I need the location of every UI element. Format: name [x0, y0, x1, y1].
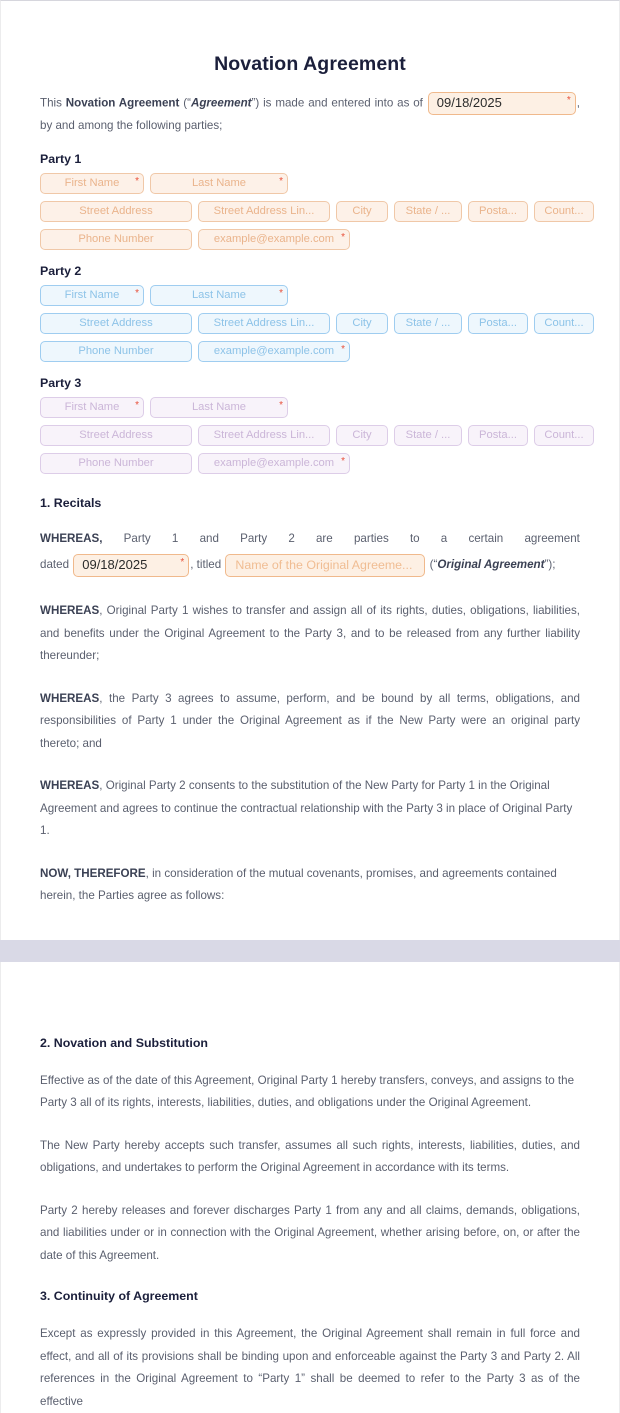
placeholder-text: Street Address Lin...	[213, 205, 315, 218]
party-1-block	[40, 151, 584, 250]
now-therefore-text: , in consideration of the mutual covenants, promises, and agreements contained herein, the Parties agree as follows:	[40, 866, 557, 903]
party-1-email-input[interactable]	[198, 229, 350, 250]
agreement-date-value: 09/18/2025	[436, 95, 502, 111]
recital-1	[40, 528, 580, 581]
placeholder-text: Phone Number	[78, 457, 154, 470]
novation-paragraph-2: The New Party hereby accepts such transfer, assumes all such rights, interests, liabilities, duties, and obligations, and undertakes to perform the Original Agreement in accordance with its terms.	[40, 1138, 580, 1175]
placeholder-text: Posta...	[479, 317, 517, 330]
recitals-section	[40, 496, 580, 908]
party-2-heading: Party 2	[40, 263, 82, 278]
placeholder-text: Count...	[544, 429, 584, 442]
required-marker: *	[279, 175, 283, 187]
recital-3	[40, 688, 580, 756]
party-3-city-input[interactable]	[336, 425, 388, 446]
recital-2	[40, 600, 580, 668]
intro-prefix: This	[40, 96, 66, 110]
titled-label: , titled	[190, 558, 225, 572]
party-2-email-input[interactable]	[198, 341, 350, 362]
party-3-state-input[interactable]	[394, 425, 462, 446]
intro-suffix: , by and among the following parties;	[40, 96, 580, 133]
intro-bold-term: Novation Agreement	[65, 96, 180, 110]
intro-quote-open: (“	[179, 96, 191, 110]
party-2-block	[40, 263, 584, 362]
placeholder-text: example@example.com	[213, 345, 335, 358]
party-1-last-name-input[interactable]	[150, 173, 288, 194]
word: 1	[171, 531, 179, 545]
page-2	[0, 962, 620, 1413]
required-marker: *	[341, 455, 345, 467]
required-marker: *	[135, 287, 139, 299]
word: Party	[240, 531, 268, 545]
party-1-address-row	[40, 201, 584, 222]
whereas-label: WHEREAS	[40, 691, 100, 705]
page-break-separator	[0, 940, 620, 962]
recital-4	[40, 775, 580, 843]
party-1-state-input[interactable]	[394, 201, 462, 222]
party-2-contact-row	[40, 341, 580, 362]
placeholder-text: First Name	[64, 401, 120, 414]
party-1-first-name-input[interactable]	[40, 173, 144, 194]
page-title: Novation Agreement	[214, 53, 406, 75]
party-3-contact-row	[40, 453, 580, 474]
required-marker: *	[279, 287, 283, 299]
placeholder-text: Street Address	[79, 205, 153, 218]
party-3-email-input[interactable]	[198, 453, 350, 474]
party-2-country-input[interactable]	[534, 313, 594, 334]
placeholder-text: Phone Number	[78, 233, 154, 246]
placeholder-text: State / ...	[405, 317, 451, 330]
recital-3-text: , the Party 3 agrees to assume, perform, and be bound by all terms, obligations, and responsibilities of Party 1 under the Original Agreement as if the New Party were an original party thereto; and	[40, 691, 580, 750]
word: agreement	[524, 531, 580, 545]
placeholder-text: example@example.com	[213, 233, 335, 246]
party-3-block	[40, 375, 584, 474]
party-1-street-address-2-input[interactable]	[198, 201, 330, 222]
party-2-first-name-input[interactable]	[40, 285, 144, 306]
placeholder-text: Street Address Lin...	[213, 429, 315, 442]
placeholder-text: Posta...	[479, 205, 517, 218]
party-1-postal-input[interactable]	[468, 201, 528, 222]
required-marker: *	[279, 399, 283, 411]
placeholder-text: Last Name	[191, 177, 247, 190]
tail-close: ”);	[544, 558, 556, 572]
placeholder-text: City	[352, 429, 372, 442]
party-2-street-address-input[interactable]	[40, 313, 192, 334]
intro-paragraph	[40, 92, 580, 138]
party-2-state-input[interactable]	[394, 313, 462, 334]
placeholder-text: Last Name	[191, 401, 247, 414]
required-marker: *	[566, 95, 571, 106]
continuity-section	[40, 1289, 580, 1413]
party-1-name-row	[40, 173, 580, 194]
required-marker: *	[135, 175, 139, 187]
party-3-first-name-input[interactable]	[40, 397, 144, 418]
intro-quote-close: ”) is made and entered into as of	[251, 96, 427, 110]
placeholder-text: Count...	[544, 317, 584, 330]
recital-1-line-1	[40, 528, 580, 551]
tail-open: (“	[426, 558, 438, 572]
original-agreement-date-input[interactable]	[73, 554, 189, 577]
party-1-country-input[interactable]	[534, 201, 594, 222]
placeholder-text: example@example.com	[213, 457, 335, 470]
required-marker: *	[135, 399, 139, 411]
placeholder-text: City	[352, 317, 372, 330]
party-1-street-address-input[interactable]	[40, 201, 192, 222]
required-marker: *	[341, 231, 345, 243]
party-1-heading: Party 1	[40, 151, 82, 166]
required-marker: *	[341, 343, 345, 355]
party-1-contact-row	[40, 229, 580, 250]
party-3-street-address-2-input[interactable]	[198, 425, 330, 446]
party-3-country-input[interactable]	[534, 425, 594, 446]
recitals-heading: 1. Recitals	[40, 495, 102, 510]
placeholder-text: Name of the Original Agreeme...	[235, 558, 413, 572]
party-2-city-input[interactable]	[336, 313, 388, 334]
whereas-label: WHEREAS,	[40, 531, 103, 545]
now-therefore-paragraph	[40, 863, 580, 908]
party-3-address-row	[40, 425, 584, 446]
word: 2	[288, 531, 295, 545]
party-2-last-name-input[interactable]	[150, 285, 288, 306]
word: and	[199, 531, 219, 545]
party-3-name-row	[40, 397, 580, 418]
party-3-street-address-input[interactable]	[40, 425, 192, 446]
whereas-label: WHEREAS	[40, 604, 100, 618]
original-agreement-name-input[interactable]	[225, 554, 425, 577]
novation-paragraph-3: Party 2 hereby releases and forever discharges Party 1 from any and all claims, demands, obligations, and liabilities under or in connection with the Original Agreement, whether arising before, on, or after the date of this Agreement.	[40, 1203, 580, 1262]
party-1-phone-input[interactable]	[40, 229, 192, 250]
placeholder-text: First Name	[64, 289, 120, 302]
word: are	[315, 531, 333, 545]
party-3-phone-input[interactable]	[40, 453, 192, 474]
party-2-name-row	[40, 285, 580, 306]
novation-paragraph-1: Effective as of the date of this Agreement, Original Party 1 hereby transfers, conveys, and assigns to the Party 3 all of its rights, interests, liabilities, duties, and obligations under the Original Agreement.	[40, 1073, 575, 1110]
placeholder-text: State / ...	[405, 205, 451, 218]
original-agreement-term: Original Agreement	[437, 558, 545, 572]
placeholder-text: State / ...	[405, 429, 451, 442]
intro-italic-term: Agreement	[190, 96, 252, 110]
word: certain	[468, 531, 504, 545]
party-3-heading: Party 3	[40, 375, 82, 390]
original-agreement-date-value: 09/18/2025	[82, 557, 148, 572]
continuity-paragraph-1: Except as expressly provided in this Agreement, the Original Agreement shall remain in full force and effect, and all of its provisions shall be binding upon and enforceable against the Party 3 and Party 2. All references in the Original Agreement to “Party 1” shall be deemed to refer to the Party 3 as of the effective	[40, 1327, 580, 1408]
placeholder-text: Street Address	[79, 429, 153, 442]
novation-heading: 2. Novation and Substitution	[40, 1035, 208, 1050]
party-2-street-address-2-input[interactable]	[198, 313, 330, 334]
placeholder-text: Street Address Lin...	[213, 317, 315, 330]
placeholder-text: Posta...	[479, 429, 517, 442]
agreement-date-input[interactable]	[428, 92, 576, 115]
placeholder-text: Last Name	[191, 289, 247, 302]
placeholder-text: Street Address	[79, 317, 153, 330]
recital-2-text: , Original Party 1 wishes to transfer and assign all of its rights, duties, obligations, liabilities, and benefits under the Original Agreement to the Party 3, and to be released from any further liability thereunder;	[40, 604, 580, 663]
placeholder-text: Count...	[544, 205, 584, 218]
placeholder-text: Phone Number	[78, 345, 154, 358]
recital-4-text: , Original Party 2 consents to the substitution of the New Party for Party 1 in the Original Agreement and agrees to continue the contractual relationship with the Party 3 in place of Original Party 1.	[40, 779, 573, 838]
word: parties	[353, 531, 389, 545]
required-marker: *	[180, 556, 185, 568]
party-1-city-input[interactable]	[336, 201, 388, 222]
party-2-address-row	[40, 313, 584, 334]
word: a	[440, 531, 448, 545]
placeholder-text: First Name	[64, 177, 120, 190]
party-3-last-name-input[interactable]	[150, 397, 288, 418]
word: Party	[123, 531, 151, 545]
dated-label: dated	[40, 558, 73, 572]
word: to	[409, 531, 420, 545]
party-2-phone-input[interactable]	[40, 341, 192, 362]
whereas-label: WHEREAS	[40, 779, 100, 793]
now-therefore-label: NOW, THEREFORE	[40, 866, 146, 880]
recital-1-line-2	[40, 550, 580, 580]
party-3-postal-input[interactable]	[468, 425, 528, 446]
party-2-postal-input[interactable]	[468, 313, 528, 334]
continuity-heading: 3. Continuity of Agreement	[40, 1289, 198, 1304]
placeholder-text: City	[352, 205, 372, 218]
novation-section	[40, 1036, 580, 1268]
